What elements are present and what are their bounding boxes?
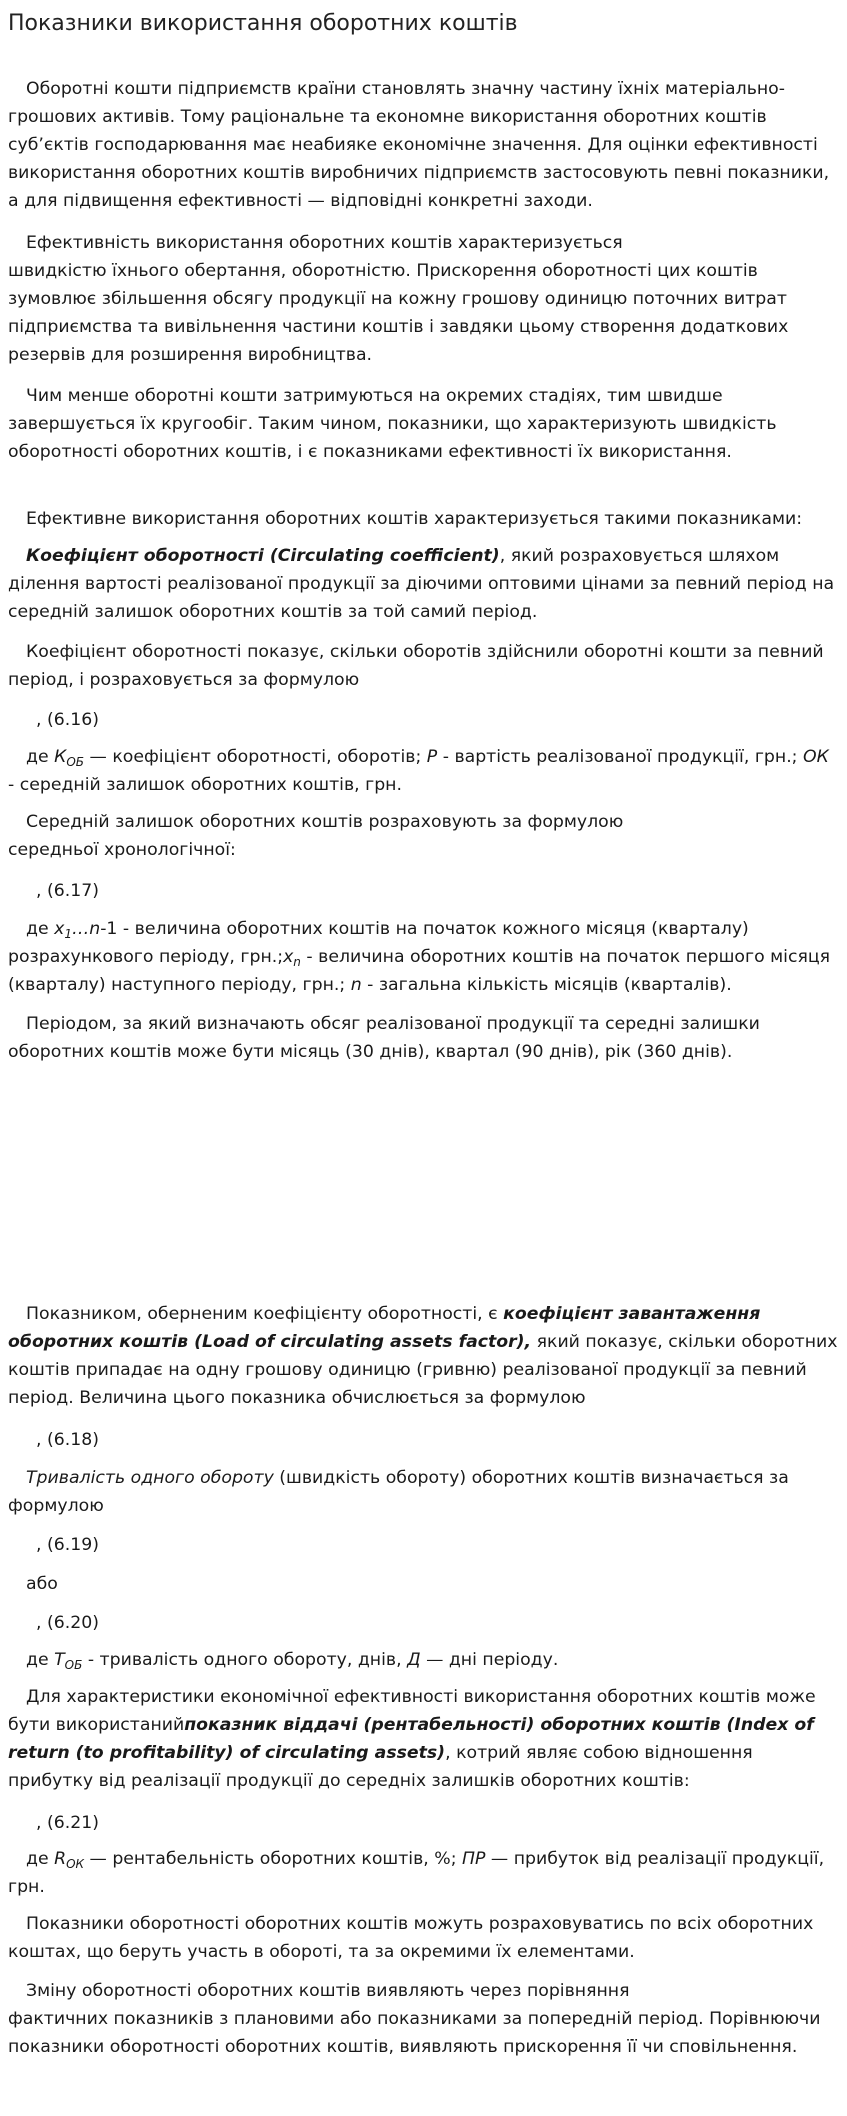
legend-pr-text: — прибуток від реалізації продукції, грн. xyxy=(8,1849,825,1897)
load-factor-intro: Показником, оберненим коефіцієнту оборотності, є xyxy=(26,1304,504,1324)
paragraph-efficiency xyxy=(8,229,840,369)
symbol-pr: ПР xyxy=(462,1849,486,1869)
symbol-x1-letter: х xyxy=(54,919,65,939)
word-abo: або xyxy=(26,1574,58,1594)
load-factor-text: який показує, скільки оборотних коштів припадає на одну грошову одиницю (гривню) реалізованої продукції за певний період. Величина цього показника обчислюється за формулою xyxy=(8,1332,838,1408)
symbol-k-subscript: ОБ xyxy=(66,755,85,769)
paragraph-efficiency-first-line: Ефективність використання оборотних коштів характеризується xyxy=(26,233,623,253)
symbol-t-subscript: ОБ xyxy=(64,1658,83,1672)
symbol-t xyxy=(54,1650,82,1670)
return-index-text: , котрий являє собою відношення прибутку від реалізації продукції до середніх залишків оборотних коштів: xyxy=(8,1743,753,1791)
symbol-k-letter: К xyxy=(54,747,67,767)
term-circulating-coefficient: Коефіцієнт оборотності (Circulating coefficient) xyxy=(26,546,500,566)
symbol-p: Р xyxy=(426,747,438,767)
paragraph-period: Періодом, за який визначають обсяг реалізованої продукції та середні залишки оборотних коштів може бути місяць (30 днів), квартал (90 днів), рік (360 днів). xyxy=(8,1014,760,1062)
symbol-xn-subscript: n xyxy=(293,955,301,969)
paragraph-legend-6-16 xyxy=(8,743,840,799)
paragraph-return-index xyxy=(8,1683,840,1795)
legend-d-text: — дні періоду. xyxy=(420,1650,559,1670)
legend-k-text: — коефіцієнт оборотності, оборотів; xyxy=(84,747,427,767)
legend-n-text: - загальна кількість місяців (кварталів). xyxy=(361,975,732,995)
legend-prefix: де xyxy=(26,1650,55,1670)
legend-xn-text: - величина оборотних коштів на початок першого місяця (кварталу) наступного періоду, грн.; xyxy=(8,947,831,995)
paragraph-average-balance xyxy=(8,808,840,864)
paragraph-circulating-coefficient xyxy=(8,542,840,626)
paragraph-speed: Чим менше оборотні кошти затримуються на окремих стадіях, тим швидше завершується їх кругообіг. Таким чином, показники, що характеризують швидкість оборотності оборотних коштів, і є показниками ефективності їх використання. xyxy=(8,386,777,462)
symbol-x1-range: …n xyxy=(71,919,101,939)
term-return-index: показник віддачі (рентабельності) оборотних коштів (Index of return (to profitability) of circulating assets) xyxy=(8,1715,814,1763)
formula-6-17: , (6.17) xyxy=(36,881,99,901)
symbol-x1-subscript: 1 xyxy=(64,927,72,941)
page-title: Показники використання оборотних коштів xyxy=(8,11,518,36)
legend-ok-text: - середній залишок оборотних коштів, грн. xyxy=(8,775,402,795)
paragraph-indicators-intro: Ефективне використання оборотних коштів характеризується такими показниками: xyxy=(26,509,803,529)
paragraph-average-balance-first-line: Середній залишок оборотних коштів розраховують за формулою xyxy=(26,812,624,832)
return-index-intro: Для характеристики економічної ефективності використання оборотних коштів може бути використаний xyxy=(8,1687,816,1735)
legend-prefix: де xyxy=(26,919,55,939)
legend-p-text: - вартість реалізованої продукції, грн.; xyxy=(437,747,804,767)
paragraph-turnover-duration xyxy=(8,1464,840,1520)
formula-6-19: , (6.19) xyxy=(36,1535,99,1555)
blank-figure-area xyxy=(8,1075,840,1295)
symbol-r-subscript: ОК xyxy=(66,1857,85,1871)
formula-6-21: , (6.21) xyxy=(36,1813,99,1833)
legend-r-text: — рентабельність оборотних коштів, %; xyxy=(84,1849,463,1869)
symbol-x1 xyxy=(54,919,100,939)
formula-6-18: , (6.18) xyxy=(36,1430,99,1450)
legend-prefix: де xyxy=(26,747,55,767)
legend-prefix: де xyxy=(26,1849,55,1869)
paragraph-coefficient-shows: Коефіцієнт оборотності показує, скільки оборотів здійснили оборотні кошти за певний період, і розраховується за формулою xyxy=(8,642,824,690)
paragraph-load-factor xyxy=(8,1300,840,1412)
symbol-r xyxy=(54,1849,84,1869)
legend-t-text: - тривалість одного обороту, днів, xyxy=(82,1650,408,1670)
symbol-d: Д xyxy=(407,1650,421,1670)
symbol-k xyxy=(54,747,84,767)
paragraph-efficiency-rest: швидкістю їхнього обертання, оборотністю. Прискорення оборотності цих коштів зумовлює збільшення обсягу продукції на кожну грошову одиницю поточних витрат підприємства та вивільнення частини коштів і завдяки цьому створення додаткових резервів для розширення виробництва. xyxy=(8,261,789,365)
symbol-xn-letter: х xyxy=(283,947,294,967)
symbol-xn xyxy=(283,947,301,967)
paragraph-average-balance-rest: середньої хронологічної: xyxy=(8,840,236,860)
paragraph-legend-6-21 xyxy=(8,1845,840,1901)
turnover-duration-text: (швидкість обороту) оборотних коштів визначається за формулою xyxy=(8,1468,789,1516)
term-turnover-duration: Тривалість одного обороту xyxy=(26,1468,274,1488)
circulating-coefficient-text: , який розраховується шляхом ділення вартості реалізованої продукції за діючими оптовими цінами за певний період на середній залишок оборотних коштів за той самий період. xyxy=(8,546,835,622)
paragraph-intro: Оборотні кошти підприємств країни становлять значну частину їхніх матеріально-грошових активів. Тому раціональне та економне використання оборотних коштів суб’єктів господарювання має неабияке економічне значення. Для оцінки ефективності використання оборотних коштів виробничих підприємств застосовують певні показники, а для підвищення ефективності — відповідні конкретні заходи. xyxy=(8,79,830,211)
paragraph-turnover-change xyxy=(8,1977,840,2061)
legend-x1-text: -1 - величина оборотних коштів на початок кожного місяця (кварталу) розрахункового періоду, грн.; xyxy=(8,919,749,967)
paragraph-turnover-elements: Показники оборотності оборотних коштів можуть розраховуватись по всіх оборотних коштах, що беруть участь в обороті, та за окремими їх елементами. xyxy=(8,1914,814,1962)
symbol-t-letter: Т xyxy=(54,1650,65,1670)
paragraph-legend-6-17 xyxy=(8,915,840,999)
formula-6-20: , (6.20) xyxy=(36,1613,99,1633)
symbol-r-letter: R xyxy=(54,1849,67,1869)
paragraph-turnover-change-first-line: Зміну оборотності оборотних коштів виявляють через порівняння xyxy=(26,1981,630,2001)
paragraph-legend-6-20 xyxy=(8,1646,840,1674)
symbol-n: n xyxy=(350,975,362,995)
formula-6-16: , (6.16) xyxy=(36,710,99,730)
symbol-ok: ОК xyxy=(803,747,829,767)
term-load-factor: коефіцієнт завантаження оборотних коштів (Load of circulating assets factor), xyxy=(8,1304,761,1352)
paragraph-turnover-change-rest: фактичних показників з плановими або показниками за попередній період. Порівнюючи показники оборотності оборотних коштів, виявляють прискорення її чи сповільнення. xyxy=(8,2009,821,2057)
